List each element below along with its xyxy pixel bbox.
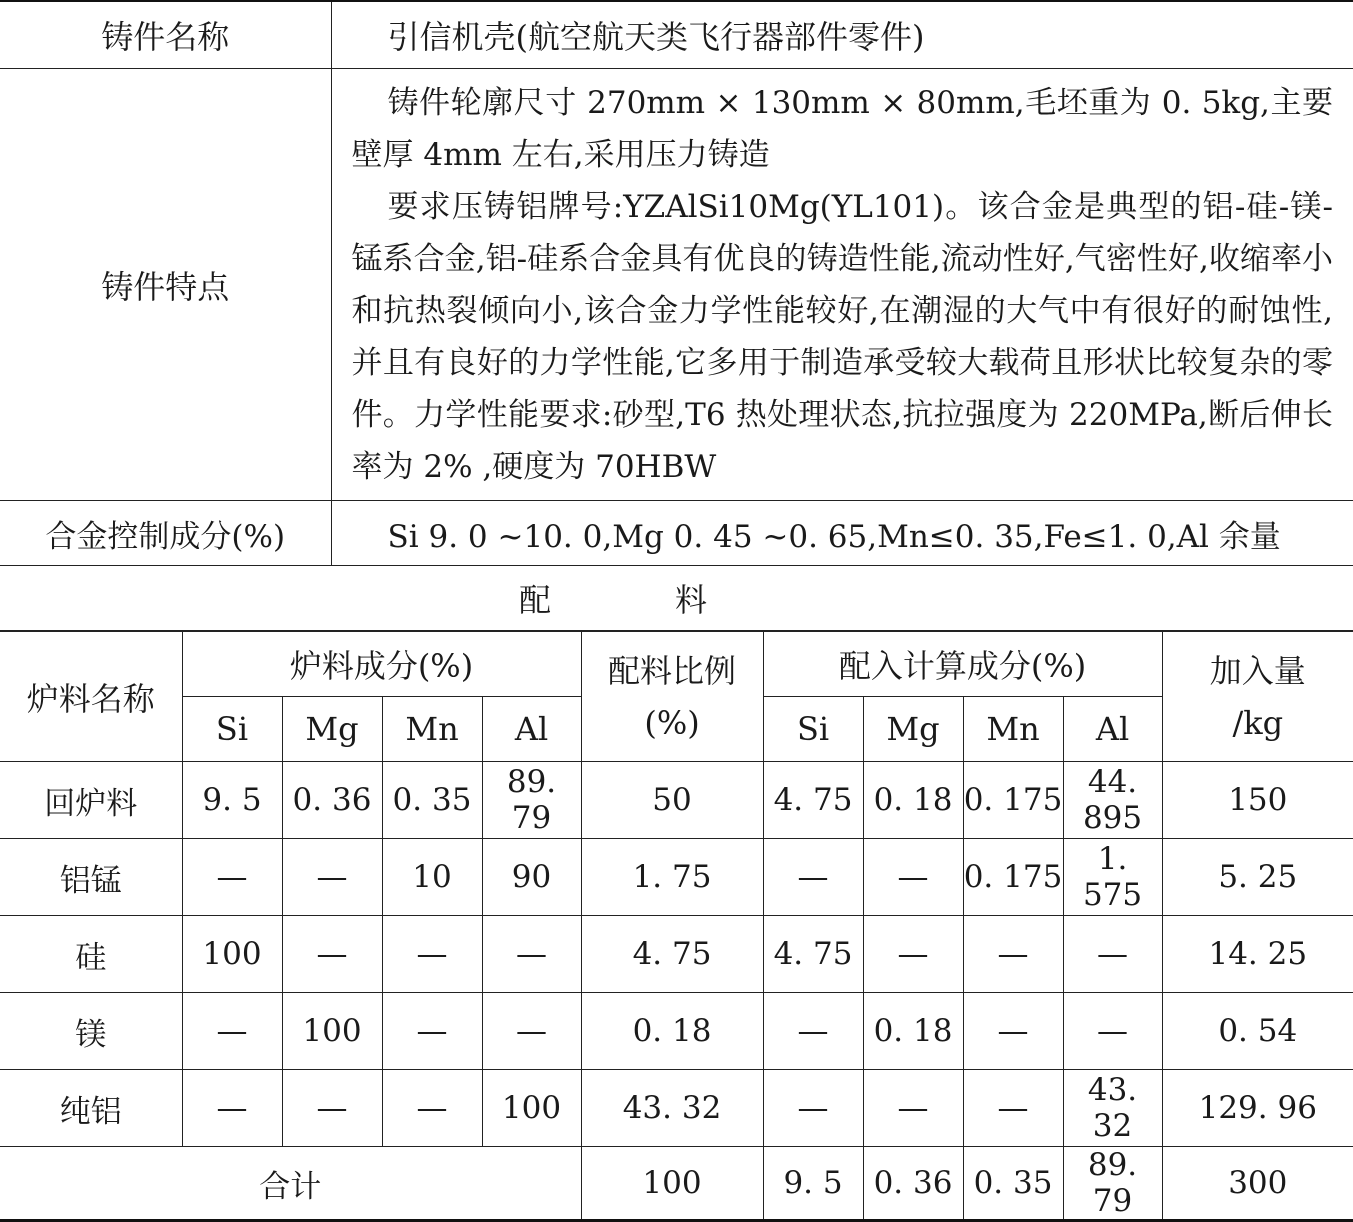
- features-paragraph-1: 铸件轮廓尺寸 270mm × 130mm × 80mm,毛坯重为 0. 5kg,主要壁厚 4mm 左右,采用压力铸造: [351, 84, 1333, 173]
- ratio-cell: 0. 18: [581, 993, 763, 1070]
- material-name-cell: 纯铝: [0, 1070, 182, 1147]
- material-name-cell: 回炉料: [0, 762, 182, 839]
- casting-features-text: [331, 69, 1353, 501]
- charge-composition-cell: —: [182, 1070, 282, 1147]
- alloy-composition-label: 合金控制成分(%): [0, 501, 331, 566]
- charge-composition-cell: 0. 36: [282, 762, 382, 839]
- header-element: Al: [482, 697, 581, 762]
- header-element: Mn: [382, 697, 482, 762]
- casting-features-row: [0, 69, 1353, 501]
- alloy-composition-row: [0, 501, 1353, 566]
- header-material-name: 炉料名称: [0, 632, 182, 762]
- casting-name-label: 铸件名称: [0, 1, 331, 69]
- casting-name-row: [0, 1, 1353, 69]
- calc-composition-cell: 0. 175: [963, 762, 1063, 839]
- header-charge-composition: 炉料成分(%): [182, 632, 581, 697]
- charge-composition-cell: —: [182, 993, 282, 1070]
- charge-composition-cell: —: [382, 993, 482, 1070]
- total-calc-cell: 0. 35: [963, 1147, 1063, 1221]
- amount-cell: 0. 54: [1162, 993, 1353, 1070]
- charge-composition-cell: 9. 5: [182, 762, 282, 839]
- header-element: Mg: [863, 697, 963, 762]
- ratio-cell: 50: [581, 762, 763, 839]
- calc-composition-cell: —: [963, 993, 1063, 1070]
- total-calc-cell: 9. 5: [763, 1147, 863, 1221]
- header-ratio: [581, 632, 763, 762]
- charge-composition-cell: 0. 35: [382, 762, 482, 839]
- total-label: 合计: [0, 1147, 581, 1221]
- charge-composition-cell: —: [482, 916, 581, 993]
- casting-info-table: [0, 0, 1353, 565]
- charge-composition-cell: —: [382, 916, 482, 993]
- header-ratio-line2: (%): [644, 703, 700, 742]
- calc-composition-cell: 4. 75: [763, 916, 863, 993]
- header-amount-line2: /kg: [1232, 703, 1284, 742]
- section-title-text: 配料: [518, 581, 832, 619]
- table-row: [0, 1070, 1353, 1147]
- amount-cell: 5. 25: [1162, 839, 1353, 916]
- header-element: Mg: [282, 697, 382, 762]
- table-row: [0, 762, 1353, 839]
- charge-composition-cell: 100: [182, 916, 282, 993]
- material-name-cell: 硅: [0, 916, 182, 993]
- charge-composition-cell: 100: [482, 1070, 581, 1147]
- charge-composition-cell: 10: [382, 839, 482, 916]
- header-row-1: [0, 632, 1353, 697]
- calc-composition-cell: —: [863, 839, 963, 916]
- total-calc-cell: 89. 79: [1063, 1147, 1162, 1221]
- amount-cell: 150: [1162, 762, 1353, 839]
- calc-composition-cell: 0. 18: [863, 762, 963, 839]
- charge-composition-cell: 100: [282, 993, 382, 1070]
- ratio-cell: 43. 32: [581, 1070, 763, 1147]
- charge-composition-cell: —: [282, 1070, 382, 1147]
- charge-composition-cell: —: [282, 916, 382, 993]
- ratio-cell: 1. 75: [581, 839, 763, 916]
- calc-composition-cell: —: [763, 993, 863, 1070]
- total-amount-cell: 300: [1162, 1147, 1353, 1221]
- table-row: [0, 839, 1353, 916]
- calc-composition-cell: 4. 75: [763, 762, 863, 839]
- calc-composition-cell: —: [763, 1070, 863, 1147]
- calc-composition-cell: 0. 18: [863, 993, 963, 1070]
- amount-cell: 129. 96: [1162, 1070, 1353, 1147]
- total-row: [0, 1147, 1353, 1221]
- material-name-cell: 铝锰: [0, 839, 182, 916]
- calc-composition-cell: —: [863, 1070, 963, 1147]
- calc-composition-cell: 1. 575: [1063, 839, 1162, 916]
- charge-composition-cell: —: [482, 993, 581, 1070]
- calc-composition-cell: —: [963, 1070, 1063, 1147]
- total-calc-cell: 0. 36: [863, 1147, 963, 1221]
- charge-composition-cell: 89. 79: [482, 762, 581, 839]
- table-row: [0, 916, 1353, 993]
- batching-table: [0, 631, 1353, 1222]
- header-amount-line1: 加入量: [1209, 651, 1306, 690]
- calc-composition-cell: 43. 32: [1063, 1070, 1162, 1147]
- header-element: Si: [182, 697, 282, 762]
- header-element: Si: [763, 697, 863, 762]
- header-ratio-line1: 配料比例: [608, 651, 737, 690]
- calc-composition-cell: —: [763, 839, 863, 916]
- charge-composition-cell: 90: [482, 839, 581, 916]
- section-title: [0, 565, 1353, 631]
- alloy-composition-value: Si 9. 0 ~10. 0,Mg 0. 45 ~0. 65,Mn≤0. 35,Fe≤1. 0,Al 余量: [387, 518, 1281, 555]
- casting-name-value: 引信机壳(航空航天类飞行器部件零件): [331, 1, 1353, 69]
- header-element: Al: [1063, 697, 1162, 762]
- header-amount: [1162, 632, 1353, 762]
- header-element: Mn: [963, 697, 1063, 762]
- charge-composition-cell: —: [182, 839, 282, 916]
- calc-composition-cell: —: [863, 916, 963, 993]
- ratio-cell: 4. 75: [581, 916, 763, 993]
- casting-features-label: 铸件特点: [0, 69, 331, 501]
- calc-composition-cell: —: [1063, 993, 1162, 1070]
- calc-composition-cell: —: [963, 916, 1063, 993]
- header-calc-composition: 配入计算成分(%): [763, 632, 1162, 697]
- calc-composition-cell: 44. 895: [1063, 762, 1162, 839]
- charge-composition-cell: —: [282, 839, 382, 916]
- calc-composition-cell: —: [1063, 916, 1162, 993]
- charge-composition-cell: —: [382, 1070, 482, 1147]
- calc-composition-cell: 0. 175: [963, 839, 1063, 916]
- table-row: [0, 993, 1353, 1070]
- total-ratio-cell: 100: [581, 1147, 763, 1221]
- amount-cell: 14. 25: [1162, 916, 1353, 993]
- material-name-cell: 镁: [0, 993, 182, 1070]
- features-paragraph-2: 要求压铸铝牌号:YZAlSi10Mg(YL101)。该合金是典型的铝-硅-镁-锰系合金,铝-硅系合金具有优良的铸造性能,流动性好,气密性好,收缩率小和抗热裂倾向小,该合金力学性能较好,在潮湿的大气中有很好的耐蚀性,并且有良好的力学性能,它多用于制造承受较大载荷且形状比较复杂的零件。力学性能要求:砂型,T6 热处理状态,抗拉强度为 220MPa,断后伸长率为 2% ,硬度为 70HBW: [351, 188, 1333, 485]
